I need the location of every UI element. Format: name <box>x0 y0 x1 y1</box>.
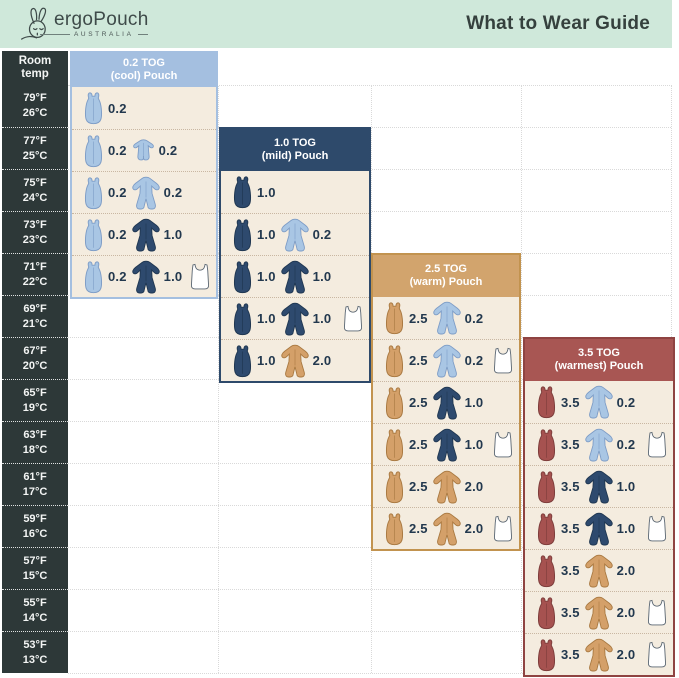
outfit-item <box>534 554 580 588</box>
singlet-icon <box>647 641 667 668</box>
tog-value: 2.5 <box>409 395 428 410</box>
temp-row <box>2 589 68 631</box>
singlet-icon <box>493 347 513 374</box>
outfit-item <box>382 428 428 462</box>
brand-subtitle <box>54 31 149 38</box>
temp-row <box>2 85 68 127</box>
romper-icon <box>130 138 157 163</box>
temp-row <box>2 253 68 295</box>
outfit-item <box>431 385 484 421</box>
temp-fahrenheit: 57°F <box>23 554 47 567</box>
temp-fahrenheit: 65°F <box>23 386 47 399</box>
onesie-icon <box>431 427 463 463</box>
room-temp-header <box>2 51 68 85</box>
tog-value: 0.2 <box>163 185 183 200</box>
tog-value: 0.2 <box>108 185 127 200</box>
outfit-item <box>431 300 484 336</box>
tog-value: 0.2 <box>616 394 636 410</box>
pouch-icon <box>534 638 559 672</box>
tog-panel-1-0 <box>219 127 371 383</box>
tog-value: 1.0 <box>616 521 636 536</box>
onesie-icon <box>431 385 463 421</box>
outfit-item <box>382 301 428 335</box>
tog-panel-subtitle: (warmest) Pouch <box>554 360 644 372</box>
temp-celsius: 26°C <box>22 107 48 119</box>
temp-fahrenheit: 79°F <box>23 92 47 104</box>
temp-row <box>2 505 68 547</box>
tog-value: 2.5 <box>409 479 428 494</box>
temp-celsius: 18°C <box>22 443 48 456</box>
temp-fahrenheit: 77°F <box>23 134 47 147</box>
outfit-row <box>72 171 216 213</box>
tog-value: 2.0 <box>616 563 636 578</box>
outfit-row <box>373 297 519 339</box>
outfit-item <box>534 512 580 546</box>
tog-panel-subtitle: (warm) Pouch <box>409 276 483 288</box>
tog-value: 0.2 <box>616 437 636 452</box>
page-title: What to Wear Guide <box>466 13 650 34</box>
singlet-icon <box>647 515 667 542</box>
temp-celsius: 25°C <box>22 149 48 162</box>
outfit-row <box>373 339 519 381</box>
temp-row <box>2 547 68 589</box>
tog-value: 0.2 <box>464 353 484 368</box>
outfit-row <box>221 339 369 381</box>
tog-value: 1.0 <box>163 269 183 284</box>
temp-fahrenheit: 55°F <box>23 596 47 609</box>
tog-value: 2.0 <box>312 353 332 368</box>
outfit-item <box>583 553 636 589</box>
pouch-icon <box>382 512 407 546</box>
tog-value: 2.0 <box>464 479 484 494</box>
onesie-icon <box>583 595 615 631</box>
outfit-item <box>279 343 332 379</box>
tog-panel-subtitle: (mild) Pouch <box>261 150 329 162</box>
outfit-item <box>534 385 580 419</box>
tog-value: 2.0 <box>464 521 484 536</box>
tog-value: 0.2 <box>158 143 178 158</box>
onesie-icon <box>431 300 463 336</box>
brand-name: ergoPouch <box>54 9 149 30</box>
tog-value: 1.0 <box>464 437 484 452</box>
temp-row <box>2 379 68 421</box>
outfit-item <box>190 263 210 290</box>
outfit-item <box>493 515 513 542</box>
pouch-icon <box>382 428 407 462</box>
pouch-icon <box>382 301 407 335</box>
brand-country: AUSTRALIA <box>74 31 134 38</box>
pouch-icon <box>81 91 106 125</box>
pouch-icon <box>81 260 106 294</box>
onesie-icon <box>279 343 311 379</box>
tog-panel-header <box>525 339 673 381</box>
temp-celsius: 21°C <box>22 317 48 330</box>
tog-value: 0.2 <box>312 227 332 242</box>
temp-celsius: 15°C <box>22 569 48 582</box>
singlet-icon <box>493 431 513 458</box>
tog-panel-3-5 <box>523 337 675 677</box>
outfit-row <box>373 507 519 549</box>
tog-value: 3.5 <box>561 563 580 578</box>
bunny-logo-icon <box>20 5 58 45</box>
outfit-item <box>230 260 276 294</box>
tog-value: 1.0 <box>163 227 183 242</box>
onesie-icon <box>583 469 615 505</box>
onesie-icon <box>130 217 162 253</box>
outfit-item <box>279 301 332 337</box>
pouch-icon <box>81 134 106 168</box>
outfit-row <box>221 171 369 213</box>
pouch-icon <box>382 470 407 504</box>
pouch-icon <box>534 512 559 546</box>
outfit-row <box>221 297 369 339</box>
outfit-row <box>221 255 369 297</box>
tog-value: 2.5 <box>409 521 428 536</box>
onesie-icon <box>583 384 615 420</box>
temp-row <box>2 211 68 253</box>
tog-panel-header <box>221 129 369 171</box>
outfit-row <box>525 633 673 675</box>
tog-value: 2.0 <box>616 605 636 620</box>
tog-value: 3.5 <box>561 605 580 620</box>
onesie-icon <box>431 469 463 505</box>
pouch-icon <box>230 302 255 336</box>
tog-value: 1.0 <box>312 269 332 284</box>
outfit-row <box>72 87 216 129</box>
outfit-item <box>431 469 484 505</box>
outfit-row <box>72 255 216 297</box>
tog-value: 1.0 <box>257 311 276 326</box>
outfit-item <box>230 302 276 336</box>
outfit-item <box>81 176 127 210</box>
tog-value: 0.2 <box>108 143 127 158</box>
temp-celsius: 14°C <box>22 611 48 624</box>
temp-row <box>2 631 68 673</box>
tog-value: 3.5 <box>561 437 580 452</box>
temp-fahrenheit: 53°F <box>23 638 47 651</box>
tog-panel-header <box>72 53 216 87</box>
temp-fahrenheit: 69°F <box>23 302 47 315</box>
tog-panel-header <box>373 255 519 297</box>
tog-value: 2.5 <box>409 353 428 368</box>
outfit-item <box>583 595 636 631</box>
brand-block <box>54 10 149 38</box>
outfit-item <box>230 218 276 252</box>
room-temp-header-line1: Room <box>18 55 52 67</box>
temp-celsius: 16°C <box>22 527 48 540</box>
outfit-row <box>525 507 673 549</box>
brand-rule-right <box>138 34 148 35</box>
singlet-icon <box>493 515 513 542</box>
temp-fahrenheit: 71°F <box>23 260 47 273</box>
outfit-item <box>81 91 127 125</box>
tog-value: 0.2 <box>108 227 127 242</box>
temp-row <box>2 169 68 211</box>
onesie-icon <box>279 301 311 337</box>
ergopouch-logo <box>20 3 149 45</box>
onesie-icon <box>583 637 615 673</box>
onesie-icon <box>279 259 311 295</box>
pouch-icon <box>81 218 106 252</box>
outfit-item <box>130 175 183 211</box>
singlet-icon <box>647 431 667 458</box>
singlet-icon <box>190 263 210 290</box>
pouch-icon <box>382 344 407 378</box>
pouch-icon <box>230 260 255 294</box>
tog-value: 3.5 <box>561 521 580 536</box>
outfit-item <box>382 386 428 420</box>
onesie-icon <box>130 259 162 295</box>
temp-row <box>2 421 68 463</box>
temp-fahrenheit: 59°F <box>23 512 47 525</box>
tog-value: 1.0 <box>464 395 484 410</box>
temp-celsius: 24°C <box>22 191 48 204</box>
temp-row <box>2 463 68 505</box>
outfit-item <box>431 427 484 463</box>
temp-fahrenheit: 67°F <box>23 344 47 357</box>
temp-fahrenheit: 75°F <box>23 176 47 189</box>
outfit-item <box>81 134 127 168</box>
outfit-item <box>343 305 363 332</box>
outfit-item <box>431 343 484 379</box>
singlet-icon <box>647 599 667 626</box>
tog-value: 1.0 <box>257 353 276 368</box>
outfit-row <box>72 129 216 171</box>
pouch-icon <box>230 344 255 378</box>
tog-value: 3.5 <box>561 647 580 662</box>
temp-celsius: 13°C <box>22 653 48 666</box>
tog-value: 0.2 <box>108 100 127 116</box>
temp-celsius: 23°C <box>22 233 48 246</box>
outfit-item <box>534 638 580 672</box>
onesie-icon <box>431 511 463 547</box>
outfit-item <box>431 511 484 547</box>
onesie-icon <box>431 343 463 379</box>
brand-rule-left <box>40 34 70 35</box>
tog-value: 0.2 <box>464 310 484 326</box>
tog-panel-title: 3.5 TOG <box>578 346 620 359</box>
outfit-item <box>279 259 332 295</box>
outfit-item <box>534 596 580 630</box>
outfit-item <box>230 175 276 209</box>
temp-row <box>2 127 68 169</box>
outfit-row <box>373 465 519 507</box>
onesie-icon <box>130 175 162 211</box>
outfit-item <box>382 344 428 378</box>
temp-fahrenheit: 61°F <box>23 470 47 483</box>
outfit-item <box>534 470 580 504</box>
tog-value: 3.5 <box>561 479 580 494</box>
pouch-icon <box>534 596 559 630</box>
pouch-icon <box>534 554 559 588</box>
outfit-row <box>373 423 519 465</box>
tog-panel-0-2 <box>70 51 218 299</box>
outfit-item <box>130 259 183 295</box>
onesie-icon <box>583 553 615 589</box>
tog-value: 1.0 <box>616 479 636 494</box>
temp-celsius: 20°C <box>22 359 48 372</box>
pouch-icon <box>534 428 559 462</box>
grid-column-line <box>521 86 522 673</box>
onesie-icon <box>583 427 615 463</box>
pouch-icon <box>81 176 106 210</box>
outfit-item <box>130 138 178 163</box>
outfit-item <box>81 260 127 294</box>
outfit-row <box>525 549 673 591</box>
outfit-item <box>230 344 276 378</box>
temp-celsius: 17°C <box>22 485 48 498</box>
outfit-row <box>525 423 673 465</box>
outfit-row <box>373 381 519 423</box>
outfit-item <box>493 347 513 374</box>
singlet-icon <box>343 305 363 332</box>
pouch-icon <box>230 218 255 252</box>
header-bar <box>0 0 672 48</box>
tog-value: 1.0 <box>257 184 276 200</box>
outfit-item <box>583 637 636 673</box>
outfit-item <box>279 217 332 253</box>
outfit-item <box>382 470 428 504</box>
outfit-row <box>72 213 216 255</box>
outfit-item <box>647 515 667 542</box>
outfit-item <box>647 431 667 458</box>
tog-value: 1.0 <box>312 311 332 326</box>
room-temp-header-line2: temp <box>21 68 49 80</box>
outfit-item <box>583 427 636 463</box>
tog-value: 2.5 <box>409 437 428 452</box>
outfit-item <box>81 218 127 252</box>
outfit-item <box>493 431 513 458</box>
outfit-item <box>534 428 580 462</box>
outfit-item <box>583 469 636 505</box>
tog-value: 2.0 <box>616 647 636 662</box>
outfit-item <box>647 599 667 626</box>
temp-celsius: 22°C <box>22 275 48 288</box>
outfit-item <box>647 641 667 668</box>
onesie-icon <box>279 217 311 253</box>
tog-panel-title: 0.2 TOG <box>123 56 165 69</box>
pouch-icon <box>230 175 255 209</box>
tog-panel-2-5 <box>371 253 521 551</box>
outfit-row <box>525 465 673 507</box>
outfit-item <box>130 217 183 253</box>
onesie-icon <box>583 511 615 547</box>
outfit-item <box>583 384 636 420</box>
room-temp-column <box>2 51 68 673</box>
outfit-row <box>221 213 369 255</box>
tog-value: 1.0 <box>257 269 276 284</box>
tog-value: 3.5 <box>561 394 580 410</box>
outfit-item <box>382 512 428 546</box>
pouch-icon <box>534 470 559 504</box>
temp-fahrenheit: 73°F <box>23 218 47 231</box>
tog-value: 0.2 <box>108 269 127 284</box>
tog-value: 1.0 <box>257 227 276 242</box>
outfit-item <box>583 511 636 547</box>
tog-panel-title: 1.0 TOG <box>274 136 316 149</box>
tog-panel-subtitle: (cool) Pouch <box>110 70 178 82</box>
temp-row <box>2 337 68 379</box>
temp-row <box>2 295 68 337</box>
tog-value: 2.5 <box>409 310 428 326</box>
tog-panel-title: 2.5 TOG <box>425 262 467 275</box>
pouch-icon <box>382 386 407 420</box>
pouch-icon <box>534 385 559 419</box>
outfit-row <box>525 381 673 423</box>
outfit-row <box>525 591 673 633</box>
temp-fahrenheit: 63°F <box>23 428 47 441</box>
temp-celsius: 19°C <box>22 401 48 414</box>
